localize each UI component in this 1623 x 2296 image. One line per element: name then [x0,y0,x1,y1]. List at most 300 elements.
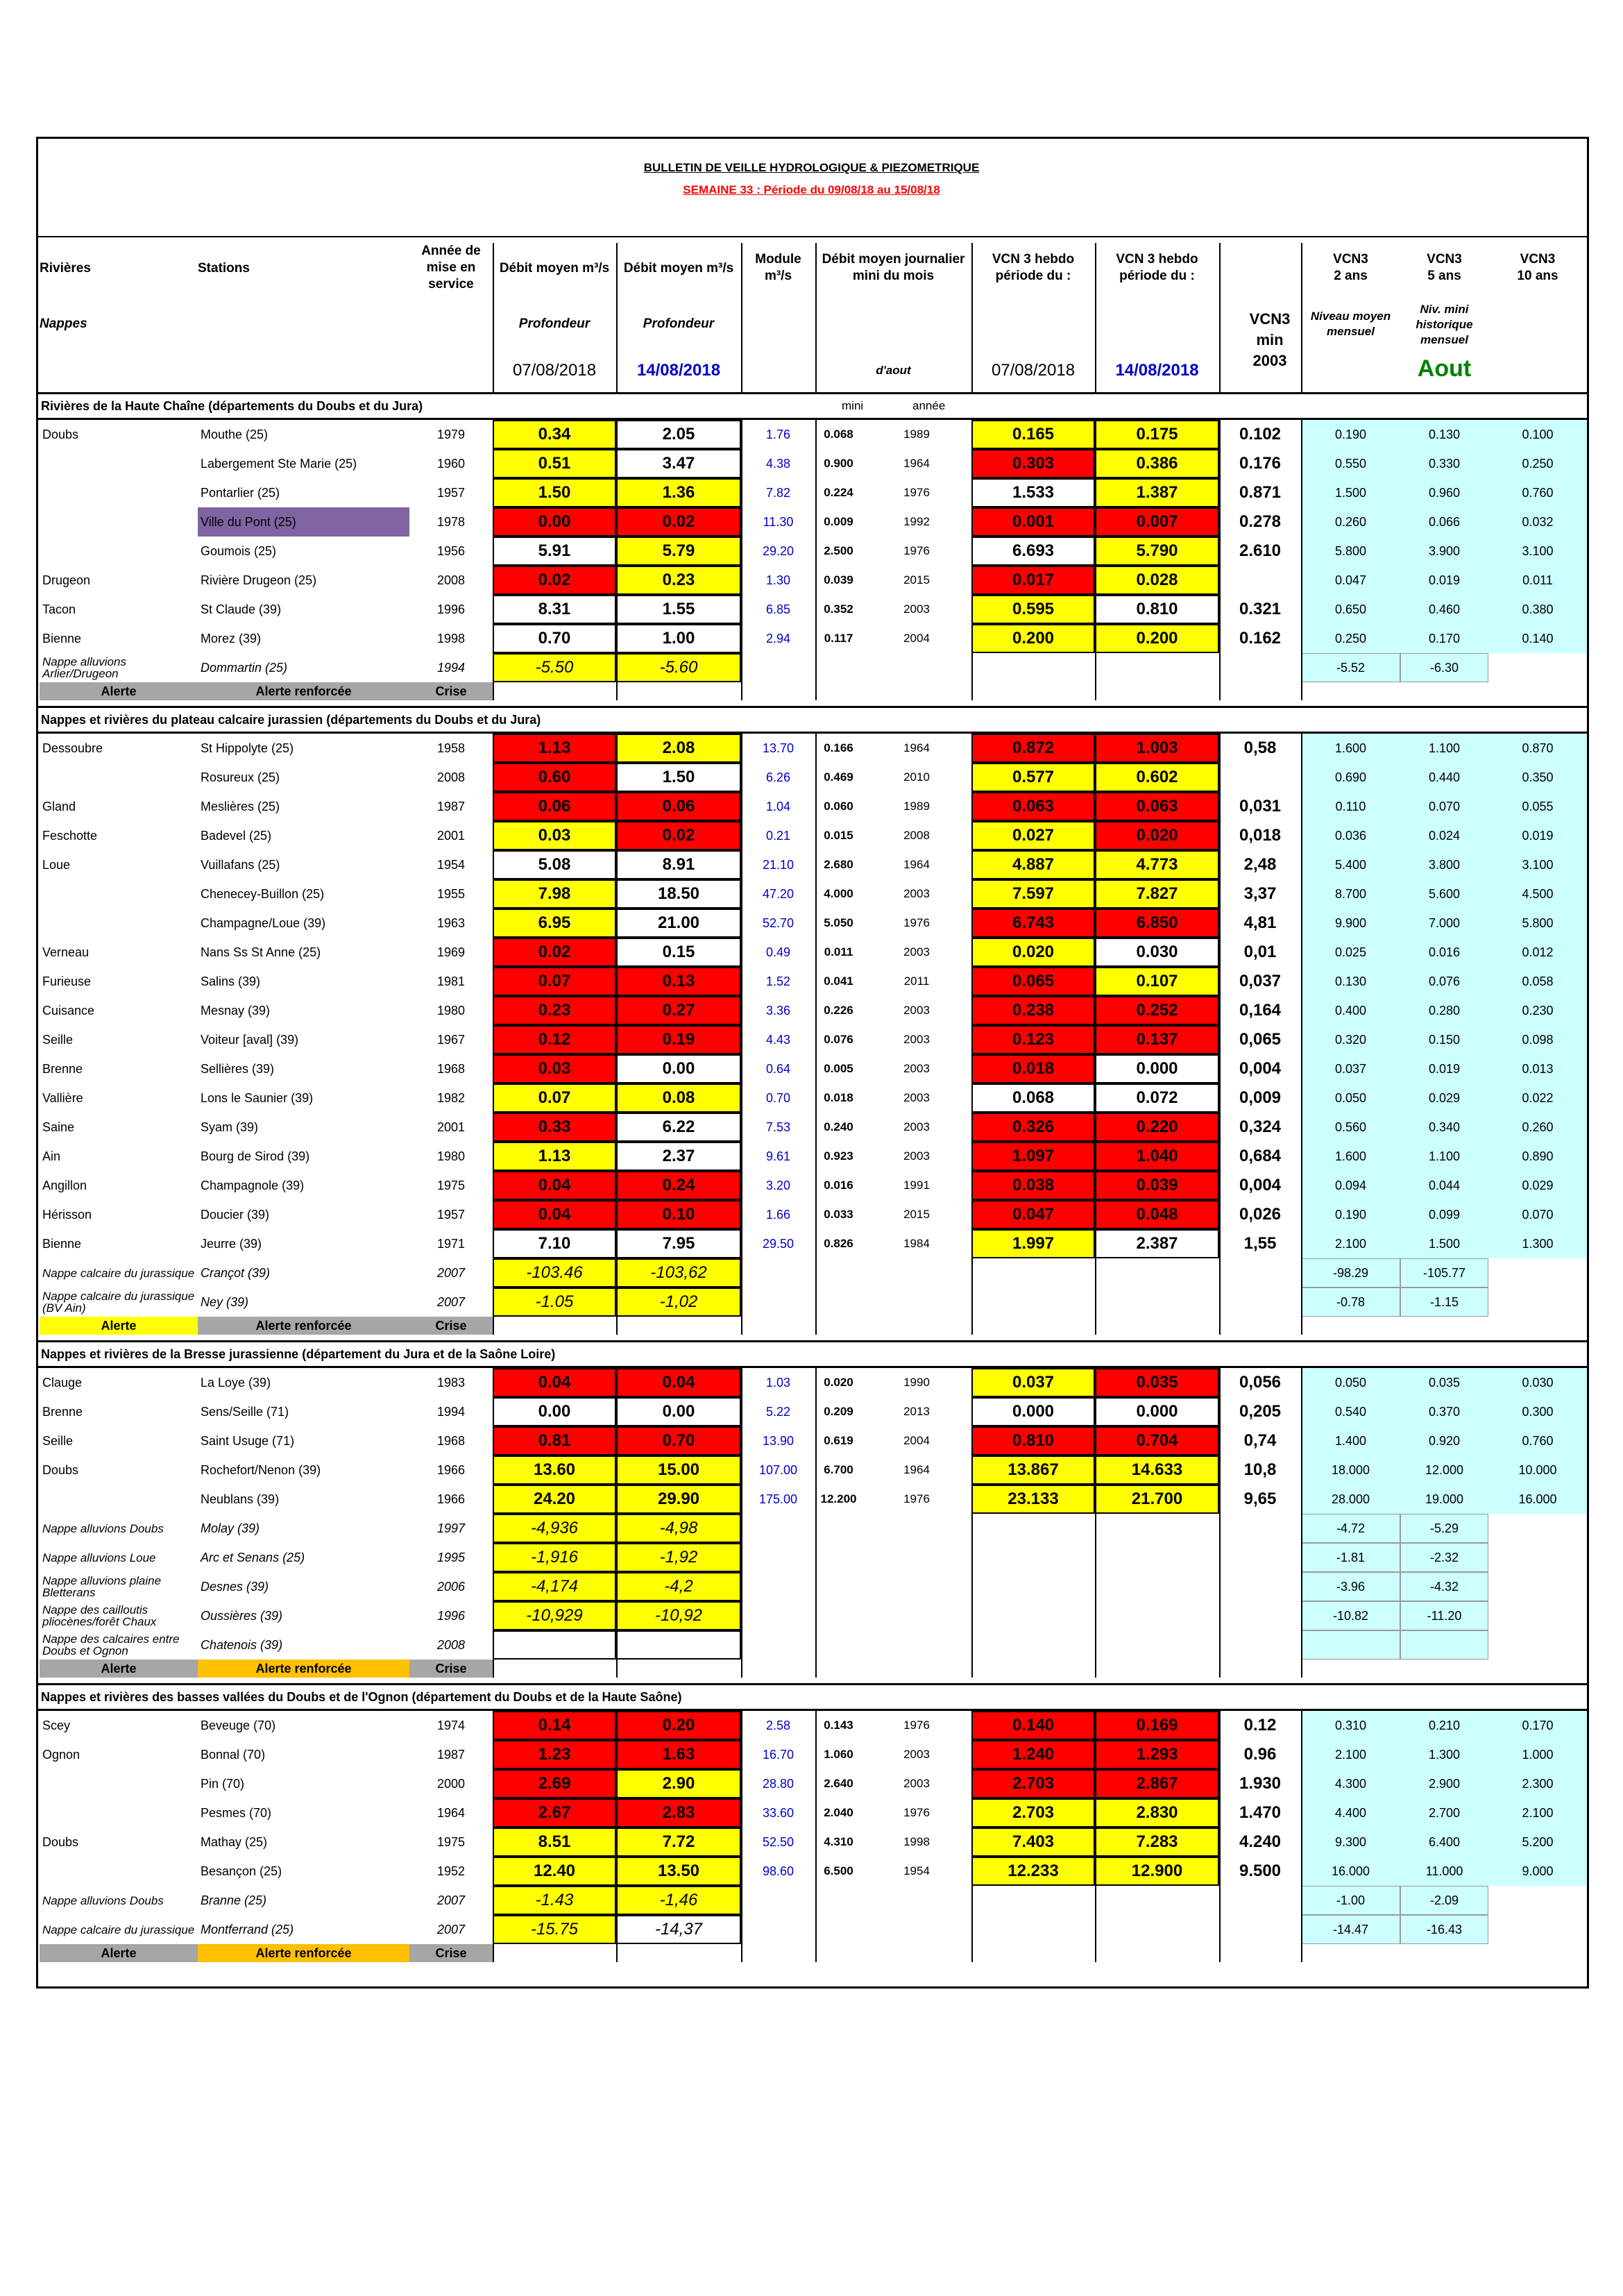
year-service: 1987 [436,799,466,813]
legend-row [38,1660,1587,1678]
debit-1-cell: 0.03 [493,1054,616,1083]
debit-2-cell: 2.90 [616,1769,741,1798]
vcn3-2ans-cell: 1.400 [1301,1426,1400,1455]
debit-1-cell: 0.23 [493,996,616,1025]
river-name: Loue [42,857,71,872]
station-name: Neublans (39) [201,1492,280,1506]
vcn3-hebdo-2-cell: 0.020 [1095,821,1219,850]
debit-1-cell: -103.46 [493,1258,616,1288]
vcn3-5ans-cell: 0.044 [1400,1171,1488,1200]
river-name: Ain [42,1149,61,1163]
vcn3-5ans-cell: 0.024 [1400,821,1488,850]
vcn3-hebdo-2-cell: 1.293 [1095,1740,1219,1769]
vcn3-2ans-cell: 18.000 [1301,1455,1400,1485]
debit-mini-cell: 0.923 [824,1149,853,1163]
year-service: 1956 [436,543,466,558]
debit-1-cell: 0.12 [493,1025,616,1054]
debit-1-cell: 7.98 [493,879,616,909]
river-name [40,507,198,537]
station-name: Jeurre (39) [201,1236,262,1251]
module-cell: 13.70 [762,741,794,755]
bulletin-title: BULLETIN DE VEILLE HYDROLOGIQUE & PIEZOMETRIQUE [643,161,980,174]
module-cell: 28.80 [762,1776,794,1791]
river-name [40,1857,198,1886]
debit-2-cell [616,1630,741,1660]
module-cell: 33.60 [762,1805,794,1820]
debit-mini-cell: 0.143 [824,1719,853,1732]
station-name: Saint Usuge (71) [201,1433,295,1448]
vcn3-10ans-cell: 5.200 [1488,1827,1587,1857]
debit-mini-cell: 0.900 [824,457,853,470]
table-row [38,821,1587,850]
vcn3-2ans-cell: 4.300 [1301,1769,1400,1798]
table-row [38,1288,1587,1317]
table-row [38,1827,1587,1857]
station-name: La Loye (39) [201,1375,271,1390]
vcn3-5ans-cell: 7.000 [1400,909,1488,938]
nappe-name: Nappe alluvions Loue [42,1551,156,1564]
debit-mini-year: 2010 [903,770,930,784]
debit-1-cell: 0.02 [493,938,616,967]
vcn3-hebdo-1-cell: 0.038 [971,1171,1095,1200]
vcn3-2ans-cell: 0.025 [1301,938,1400,967]
debit-mini-year: 1976 [903,486,930,499]
module-cell: 7.53 [765,1120,791,1134]
debit-mini-cell: 0.209 [824,1405,853,1418]
header-stations: Stations [198,261,250,276]
year-service: 1996 [436,602,466,616]
vcn3-10ans-cell: 0.140 [1488,624,1587,653]
vcn3-2ans-cell: 5.800 [1301,537,1400,566]
module-cell: 52.50 [762,1834,794,1849]
vcn3-min-cell: 0,037 [1239,972,1282,990]
station-name: Mesnay (39) [201,1003,271,1018]
vcn3-5ans-cell: 0.370 [1400,1397,1488,1426]
legend-alerte: Alerte [40,1660,198,1678]
section-header [38,392,1587,420]
vcn3-hebdo-1-cell: 1.097 [971,1142,1095,1171]
debit-2-cell: 0.13 [616,967,741,996]
debit-mini-year: 2004 [903,632,930,645]
debit-2-cell: 2.08 [616,734,741,763]
station-name: Montferrand (25) [201,1922,294,1936]
vcn3-2ans-cell: 0.540 [1301,1397,1400,1426]
vcn3-2ans-cell: 1.500 [1301,478,1400,507]
vcn3-10ans-cell: 0.022 [1488,1083,1587,1113]
vcn3-min-cell: 0,58 [1243,738,1277,757]
table-row [38,1601,1587,1630]
debit-2-cell: 0.02 [616,507,741,537]
vcn3-min-cell: 0,324 [1239,1117,1282,1136]
table-row [38,1630,1587,1660]
vcn3-5ans-cell: 11.000 [1400,1857,1488,1886]
table-row [38,1200,1587,1229]
year-service: 2007 [436,1893,466,1907]
vcn3-10ans-cell: 0.250 [1488,449,1587,478]
year-service: 1995 [436,1550,466,1564]
table-row [38,1769,1587,1798]
station-name: Molay (39) [201,1521,260,1535]
vcn3-hebdo-1-cell: 0.047 [971,1200,1095,1229]
niveau-mini-cell: -5.29 [1400,1514,1488,1543]
debit-mini-cell: 0.020 [824,1376,853,1389]
station-name: Rosureux (25) [201,770,280,784]
vcn3-10ans-cell: 0.013 [1488,1054,1587,1083]
module-cell: 29.50 [762,1236,794,1251]
debit-mini-year: 2003 [903,1004,930,1017]
river-name: Drugeon [42,573,91,587]
module-cell: 0.70 [765,1090,791,1105]
header-date-2: 14/08/2018 [636,361,721,380]
year-service: 2001 [436,1120,466,1134]
vcn3-hebdo-2-cell: 0.175 [1095,420,1219,449]
vcn3-5ans-cell: 0.019 [1400,566,1488,595]
module-cell: 175.00 [758,1492,798,1506]
vcn3-hebdo-1-cell: 1.533 [971,478,1095,507]
table-row [38,1258,1587,1288]
legend-crise: Crise [409,682,493,700]
vcn3-hebdo-1-cell: 0.303 [971,449,1095,478]
vcn3-hebdo-1-cell: 12.233 [971,1857,1095,1886]
vcn3-10ans-cell: 0.100 [1488,420,1587,449]
section-sub-mini: mini [842,399,864,412]
vcn3-min-cell: 0,164 [1239,1001,1282,1020]
vcn3-hebdo-1-cell: 0.065 [971,967,1095,996]
column-divider [616,734,618,1335]
debit-mini-cell: 0.826 [824,1237,853,1250]
debit-1-cell: 8.31 [493,595,616,624]
debit-1-cell: -15.75 [493,1915,616,1944]
debit-mini-cell: 1.060 [824,1748,853,1761]
year-service: 1978 [436,514,466,529]
vcn3-min-cell: 0,004 [1239,1059,1282,1078]
column-divider [1095,420,1096,700]
vcn3-2ans-cell: 0.036 [1301,821,1400,850]
nappe-name: Nappe calcaire du jurassique [42,1923,195,1936]
debit-1-cell: 5.91 [493,537,616,566]
year-service: 1952 [436,1864,466,1878]
debit-1-cell: 0.03 [493,821,616,850]
table-row [38,537,1587,566]
debit-mini-year: 1954 [903,1864,930,1877]
vcn3-5ans-cell: 0.150 [1400,1025,1488,1054]
module-cell: 6.26 [765,770,791,784]
vcn3-hebdo-1-cell: 0.068 [971,1083,1095,1113]
legend-alerte: Alerte [40,1317,198,1335]
legend-alerte: Alerte [40,1944,198,1962]
station-name: Chatenois (39) [201,1637,283,1652]
debit-mini-year: 2003 [903,887,930,900]
vcn3-hebdo-1-cell: 7.403 [971,1827,1095,1857]
debit-mini-year: 1964 [903,457,930,470]
column-divider [741,734,742,1335]
vcn3-hebdo-2-cell: 5.790 [1095,537,1219,566]
module-cell: 13.90 [762,1433,794,1448]
vcn3-min-cell: 0.96 [1243,1745,1277,1764]
table-row [38,1915,1587,1944]
river-name: Dessoubre [42,741,103,755]
nappe-name: Nappe alluvions plaine Bletterans [42,1574,162,1599]
table-row [38,653,1587,682]
vcn3-10ans-cell: 0.890 [1488,1142,1587,1171]
header-debit-2: Débit moyen m³/s [623,261,734,276]
debit-mini-year: 1976 [903,1719,930,1732]
module-cell: 2.58 [765,1718,791,1732]
vcn3-min-cell: 0,74 [1243,1431,1277,1450]
debit-2-cell: 5.79 [616,537,741,566]
bulletin-period: SEMAINE 33 : Période du 09/08/18 au 15/08/18 [683,183,940,196]
debit-mini-year: 2003 [903,1120,930,1133]
vcn3-5ans-cell: 0.070 [1400,792,1488,821]
table-row [38,1025,1587,1054]
module-cell: 52.70 [762,915,794,930]
niveau-mini-cell: -1.15 [1400,1288,1488,1317]
niveau-mini-cell: -2.09 [1400,1886,1488,1915]
debit-mini-year: 2003 [903,1033,930,1046]
year-service: 1979 [436,427,466,441]
module-cell: 9.61 [765,1149,791,1163]
header-vcn3-hebdo-1: VCN 3 hebdo période du : [992,252,1075,283]
debit-mini-year: 2013 [903,1405,930,1418]
niveau-moyen-cell: -1.81 [1301,1543,1400,1572]
debit-mini-year: 2004 [903,1434,930,1447]
vcn3-10ans-cell: 2.100 [1488,1798,1587,1827]
module-cell: 21.10 [762,857,794,872]
column-divider [971,734,973,1335]
debit-mini-cell: 0.039 [824,573,853,586]
year-service: 1966 [436,1492,466,1506]
legend-alerte: Alerte [40,682,198,700]
column-divider [616,420,618,700]
section-header [38,1340,1587,1368]
vcn3-hebdo-2-cell: 0.704 [1095,1426,1219,1455]
table-row [38,420,1587,449]
vcn3-2ans-cell: 0.690 [1301,763,1400,792]
legend-crise: Crise [409,1944,493,1962]
vcn3-2ans-cell: 0.560 [1301,1113,1400,1142]
header-debit-mini: Débit moyen journalier mini du mois [822,252,965,283]
module-cell: 1.52 [765,974,791,988]
table-row [38,1368,1587,1397]
station-name: Crançot (39) [201,1265,271,1280]
debit-mini-cell: 0.060 [824,800,853,813]
vcn3-hebdo-1-cell: 0.810 [971,1426,1095,1455]
header-profondeur-1: Profondeur [518,316,590,331]
column-divider [815,420,817,700]
debit-1-cell: 0.07 [493,1083,616,1113]
vcn3-2ans-cell: 0.190 [1301,1200,1400,1229]
river-name: Vallière [42,1090,83,1105]
debit-mini-cell: 0.015 [824,829,853,842]
year-service: 1964 [436,1805,466,1820]
river-name: Hérisson [42,1207,92,1222]
vcn3-min-cell: 0,018 [1239,826,1282,845]
table-row [38,938,1587,967]
header-vcn3-hebdo-2: VCN 3 hebdo période du : [1116,252,1198,283]
vcn3-hebdo-1-cell: 1.997 [971,1229,1095,1258]
table-row [38,1514,1587,1543]
vcn3-5ans-cell: 1.300 [1400,1740,1488,1769]
header-divider [1219,243,1221,392]
debit-mini-year: 2003 [903,1091,930,1104]
column-divider [493,420,494,700]
year-service: 1968 [436,1433,466,1448]
debit-1-cell: -1,916 [493,1543,616,1572]
vcn3-hebdo-2-cell: 0.107 [1095,967,1219,996]
debit-mini-cell: 6.500 [824,1864,853,1877]
debit-1-cell: 6.95 [493,909,616,938]
module-cell: 98.60 [762,1864,794,1878]
debit-1-cell: 1.50 [493,478,616,507]
station-name: Chenecey-Buillon (25) [201,886,325,901]
debit-mini-year: 2003 [903,1748,930,1761]
station-name: Mathay (25) [201,1834,268,1849]
debit-mini-year: 1984 [903,1237,930,1250]
header-daout: d'aout [876,364,911,377]
debit-mini-cell: 0.166 [824,741,853,754]
vcn3-5ans-cell: 0.280 [1400,996,1488,1025]
vcn3-hebdo-1-cell: 23.133 [971,1485,1095,1514]
debit-1-cell: 8.51 [493,1827,616,1857]
debit-2-cell: 13.50 [616,1857,741,1886]
table-row [38,1455,1587,1485]
station-name: Oussières (39) [201,1608,283,1623]
debit-mini-year: 2003 [903,1777,930,1790]
vcn3-2ans-cell: 0.250 [1301,624,1400,653]
table-row [38,1171,1587,1200]
debit-mini-cell: 0.011 [824,945,853,959]
vcn3-5ans-cell: 0.340 [1400,1113,1488,1142]
vcn3-10ans-cell: 5.800 [1488,909,1587,938]
debit-mini-cell: 2.680 [824,858,853,871]
vcn3-5ans-cell: 1.100 [1400,1142,1488,1171]
debit-mini-year: 1991 [903,1179,930,1192]
debit-1-cell: -10,929 [493,1601,616,1630]
debit-2-cell: -1,92 [616,1543,741,1572]
module-cell: 4.38 [765,456,791,471]
debit-2-cell: 0.06 [616,792,741,821]
column-divider [971,420,973,700]
niveau-mini-cell: -6.30 [1400,653,1488,682]
header-divider [971,243,973,392]
debit-2-cell: 0.00 [616,1054,741,1083]
year-service: 1998 [436,631,466,645]
debit-1-cell: 0.60 [493,763,616,792]
vcn3-hebdo-1-cell: 0.595 [971,595,1095,624]
debit-1-cell: 0.04 [493,1171,616,1200]
legend-crise: Crise [409,1660,493,1678]
vcn3-2ans-cell: 4.400 [1301,1798,1400,1827]
station-name: Lons le Saunier (39) [201,1090,314,1105]
debit-2-cell: -4,2 [616,1572,741,1601]
station-name: Champagnole (39) [201,1178,305,1192]
section-title: Rivières de la Haute Chaîne (départements du Doubs et du Jura) [41,399,423,413]
table-row [38,507,1587,537]
column-divider [1095,1711,1096,1962]
year-service: 2006 [436,1579,466,1594]
section-title: Nappes et rivières du plateau calcaire jurassien (départements du Doubs et du Jura) [41,713,541,727]
debit-mini-cell: 5.050 [824,916,853,929]
river-name: Saine [42,1120,75,1134]
vcn3-hebdo-1-cell: 2.703 [971,1798,1095,1827]
vcn3-2ans-cell: 0.050 [1301,1368,1400,1397]
niveau-mini-cell: -105.77 [1400,1258,1488,1288]
debit-2-cell: 29.90 [616,1485,741,1514]
vcn3-5ans-cell: 0.066 [1400,507,1488,537]
module-cell: 0.49 [765,945,791,959]
table-row [38,1229,1587,1258]
module-cell: 4.43 [765,1032,791,1047]
vcn3-2ans-cell: 0.310 [1301,1711,1400,1740]
vcn3-min-cell: 10,8 [1243,1460,1277,1479]
vcn3-2ans-cell: 0.190 [1301,420,1400,449]
module-cell: 1.04 [765,799,791,813]
header-divider [1301,243,1302,392]
vcn3-min-cell: 0.12 [1243,1716,1277,1734]
vcn3-hebdo-1-cell: 2.703 [971,1769,1095,1798]
vcn3-2ans-cell: 0.650 [1301,595,1400,624]
vcn3-min-cell [1219,566,1301,595]
debit-mini-cell: 0.240 [824,1120,853,1133]
module-cell: 5.22 [765,1404,791,1419]
column-divider [493,734,494,1335]
debit-mini-year: 1976 [903,1492,930,1505]
vcn3-min-cell: 0,684 [1239,1147,1282,1165]
table-row [38,967,1587,996]
vcn3-10ans-cell: 0.230 [1488,996,1587,1025]
vcn3-hebdo-2-cell: 21.700 [1095,1485,1219,1514]
debit-2-cell: 0.27 [616,996,741,1025]
header-date-1: 07/08/2018 [512,361,597,380]
module-cell: 47.20 [762,886,794,901]
vcn3-10ans-cell: 0.070 [1488,1200,1587,1229]
debit-mini-cell: 2.500 [824,544,853,557]
debit-mini-year: 1989 [903,428,930,441]
station-name: Branne (25) [201,1893,267,1907]
vcn3-hebdo-1-cell: 0.872 [971,734,1095,763]
river-name: Cuisance [42,1003,95,1018]
vcn3-5ans-cell: 0.170 [1400,624,1488,653]
debit-mini-cell: 0.041 [824,974,853,988]
vcn3-min-cell: 4.240 [1239,1832,1282,1851]
station-name: Champagne/Loue (39) [201,915,326,930]
vcn3-5ans-cell: 0.035 [1400,1368,1488,1397]
header-debit-1: Débit moyen m³/s [499,261,610,276]
vcn3-min-cell: 9.500 [1239,1862,1282,1880]
header-niv-mini: Niv. mini historique mensuel [1416,303,1473,346]
module-cell: 0.21 [765,828,791,843]
debit-1-cell: 0.51 [493,449,616,478]
debit-2-cell: 3.47 [616,449,741,478]
vcn3-min-cell: 0.321 [1239,600,1282,618]
debit-mini-year: 2015 [903,1208,930,1221]
station-name: Sellières (39) [201,1061,275,1076]
table-row [38,1857,1587,1886]
river-name: Ognon [42,1747,80,1762]
vcn3-10ans-cell: 1.000 [1488,1740,1587,1769]
vcn3-min-cell: 4,81 [1243,913,1277,932]
vcn3-min-cell: 0,004 [1239,1176,1282,1195]
vcn3-hebdo-2-cell: 2.830 [1095,1798,1219,1827]
vcn3-10ans-cell: 0.350 [1488,763,1587,792]
station-name: Doucier (39) [201,1207,270,1222]
debit-mini-year: 1976 [903,1806,930,1819]
vcn3-2ans-cell: 0.400 [1301,996,1400,1025]
year-service: 1980 [436,1149,466,1163]
vcn3-2ans-cell: 8.700 [1301,879,1400,909]
vcn3-hebdo-2-cell: 0.602 [1095,763,1219,792]
station-name: Syam (39) [201,1120,259,1134]
